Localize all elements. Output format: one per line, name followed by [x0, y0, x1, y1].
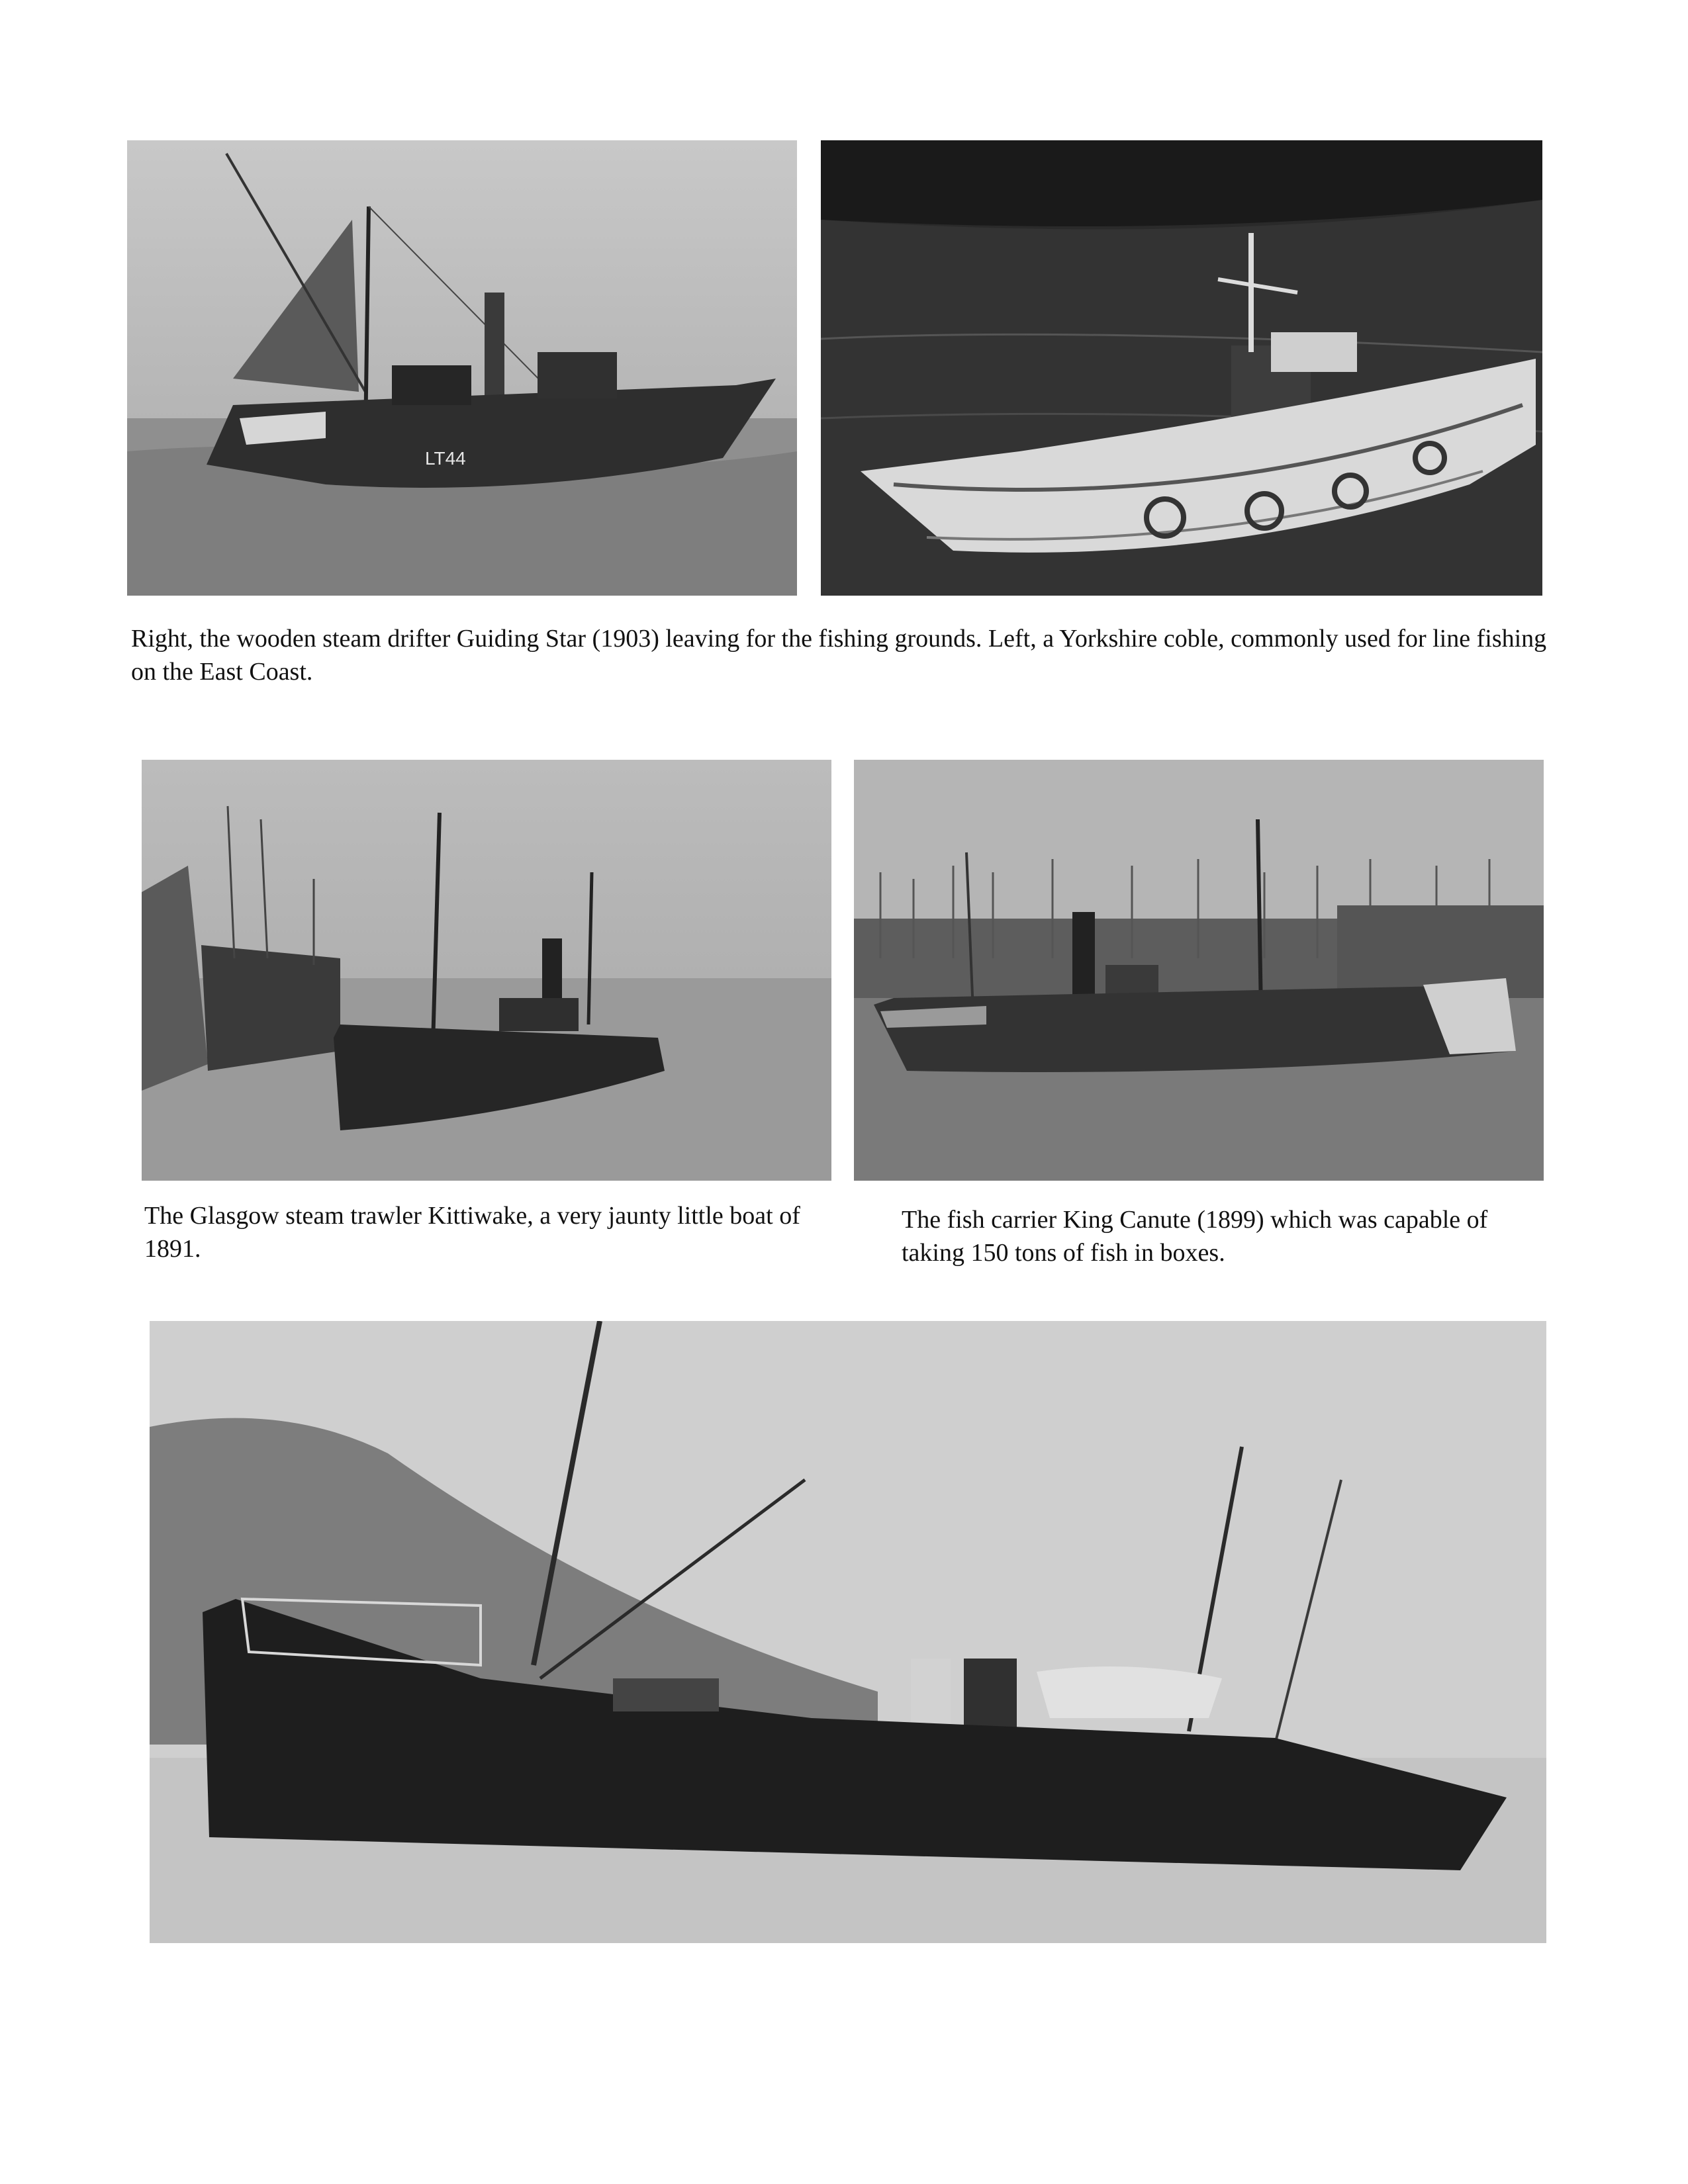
steam-drifter-illustration [127, 140, 797, 596]
photo-yorkshire-coble [821, 140, 1542, 596]
photo-steam-trawler-kittiwake [142, 760, 831, 1181]
hull-marking-lt44: LT44 [425, 448, 466, 469]
photo-fish-carrier-king-canute [854, 760, 1544, 1181]
caption-top: Right, the wooden steam drifter Guiding Star (1903) leaving for the fishing grounds. Left, a Yorkshire coble, commonly used for line fishing on the East Coast. [131, 625, 1547, 686]
trawler-illustration [142, 760, 831, 1181]
fish-carrier-illustration [854, 760, 1544, 1181]
large-trawler-illustration [150, 1321, 1546, 1943]
caption-middle-left: The Glasgow steam trawler Kittiwake, a very jaunty little boat of 1891. [144, 1202, 800, 1263]
caption-middle-right: The fish carrier King Canute (1899) which was capable of taking 150 tons of fish in boxes. [902, 1206, 1488, 1267]
photo-large-steam-trawler [150, 1321, 1546, 1943]
photo-steam-drifter [127, 140, 797, 596]
coble-illustration [821, 140, 1542, 596]
